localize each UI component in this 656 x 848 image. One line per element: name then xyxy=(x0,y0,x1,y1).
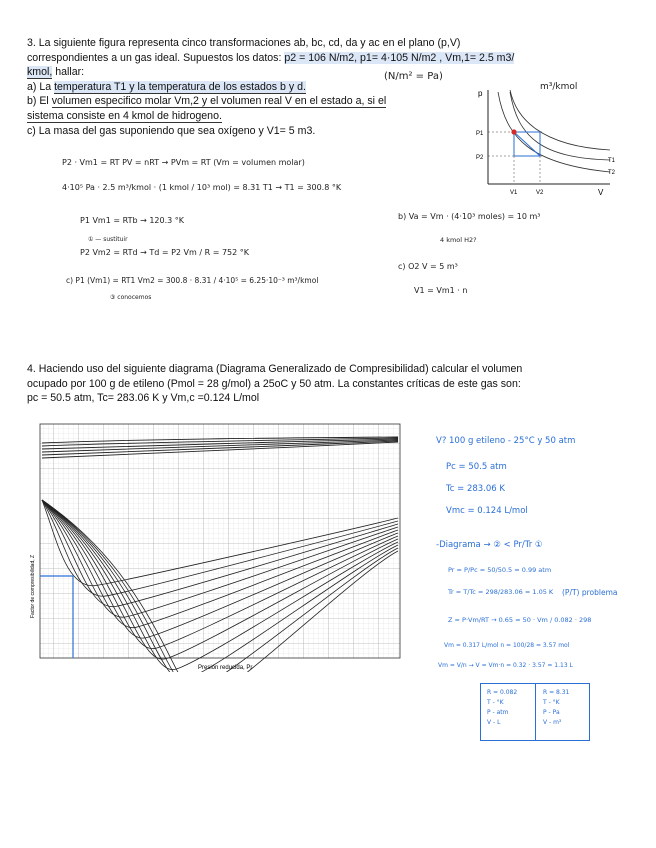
note3-right-3: c) O2 V = 5 m³ xyxy=(398,262,458,271)
note3-line-3: P1 Vm1 = RTb → 120.3 °K xyxy=(80,216,185,225)
units-left-p: P - atm xyxy=(487,709,509,716)
t1-label: T1 xyxy=(608,158,616,164)
problem-3-item-c: c) La masa del gas suponiendo que sea oxígeno y V1= 5 m3. xyxy=(27,124,316,137)
compressibility-chart xyxy=(28,418,408,672)
note4-4: Vmc = 0.124 L/mol xyxy=(446,506,528,516)
note4-5: -Diagrama → ② < Pr/Tr ① xyxy=(436,540,543,550)
problem-4-line-2: ocupado por 100 g de etileno (Pmol = 28 g/mol) a 25oC y 50 atm. La constantes críticas de este gas son: xyxy=(27,377,521,390)
isotherm-t1 xyxy=(510,92,610,160)
problem-3-data-highlight: p2 = 106 N/m2, p1= 4·105 N/m2 , Vm,1= 2.5 m3/ xyxy=(284,51,515,64)
units-right-r: R = 8.31 xyxy=(543,689,570,696)
units-col-right xyxy=(543,688,569,728)
item-b-text: volumen especifico molar Vm,2 y el volumen real V en el estado a, si el xyxy=(51,95,387,108)
p-axis-label: p xyxy=(478,89,483,98)
note4-8: (P/T) problema xyxy=(562,588,618,597)
isotherm-upper xyxy=(510,90,610,150)
units-left-r: R = 0.082 xyxy=(487,689,518,696)
note3-line-5b: ③ conocemos xyxy=(110,294,152,301)
note3-right-2: 4 kmol H2? xyxy=(440,236,477,244)
v-axis-label: V xyxy=(598,188,604,197)
units-col-left xyxy=(487,688,517,728)
units-table xyxy=(480,683,590,741)
p1-label: P1 xyxy=(476,131,484,137)
note3-right-4: V1 = Vm1 · n xyxy=(414,286,468,295)
item-b-prefix: b) El xyxy=(27,95,52,108)
note4-2: Pc = 50.5 atm xyxy=(446,462,507,472)
units-left-v: V - L xyxy=(487,719,501,726)
note3-right-1: b) Va = Vm · (4·10³ moles) = 10 m³ xyxy=(398,212,541,221)
problem-3-hallar: hallar: xyxy=(52,66,85,79)
p2-label: P2 xyxy=(476,155,484,161)
note3-line-4a: ① — sustituir xyxy=(88,236,128,243)
unit-note: (N/m² = Pa) xyxy=(384,71,443,82)
note4-9: Z = P·Vm/RT → 0.65 = 50 · Vm / 0.082 · 298 xyxy=(448,616,592,624)
note4-3: Tc = 283.06 K xyxy=(446,484,505,494)
units-right-p: P - Pa xyxy=(543,709,560,716)
note3-line-5: c) P1 (Vm1) = RT1 Vm2 = 300.8 · 8.31 / 4·10⁵ = 6.25·10⁻³ m³/kmol xyxy=(66,276,319,285)
problem-4-line-1: 4. Haciendo uso del siguiente diagrama (Diagrama Generalizado de Compresibilidad) calcular el volumen xyxy=(27,363,523,375)
units-divider xyxy=(535,684,536,740)
note3-line-2: 4·10⁵ Pa · 2.5 m³/kmol · (1 kmol / 10³ mol) = 8.31 T1 → T1 = 300.8 °K xyxy=(62,183,342,192)
problem-4-text xyxy=(27,362,639,406)
note4-10: Vm = 0.317 L/mol n = 100/28 = 3.57 mol xyxy=(444,642,570,649)
pv-units-note: m³/kmol xyxy=(540,82,578,92)
v2-label: V2 xyxy=(536,190,544,196)
units-right-t: T - °K xyxy=(543,699,560,706)
note4-1: V? 100 g etileno - 25°C y 50 atm xyxy=(436,436,576,446)
item-b-text-2: sistema consiste en 4 kmol de hidrogeno. xyxy=(27,109,222,122)
note4-6: Pr = P/Pc = 50/50.5 = 0.99 atm xyxy=(448,566,552,574)
problem-3-line-2 xyxy=(27,51,627,66)
units-right-v: V - m³ xyxy=(543,719,562,726)
pv-diagram xyxy=(470,78,620,200)
note4-7: Tr = T/Tc = 298/283.06 = 1.05 K xyxy=(448,588,554,596)
chart-grid xyxy=(40,424,400,658)
state-a-marker xyxy=(511,129,516,134)
note3-line-4b: P2 Vm2 = RTd → Td = P2 Vm / R = 752 °K xyxy=(80,248,249,257)
item-a-prefix: a) La xyxy=(27,80,55,93)
t2-label: T2 xyxy=(608,170,616,176)
item-a-text: temperatura T1 y la temperatura de los estados b y d. xyxy=(54,80,306,93)
problem-3-kmol: kmol, xyxy=(27,66,53,79)
process-ac xyxy=(514,132,540,156)
problem-3-line-2-text: correspondientes a un gas ideal. Supuestos los datos: xyxy=(27,51,285,64)
note4-11: Vm = V/n → V = Vm·n = 0.32 · 3.57 = 1.13 L xyxy=(438,662,573,669)
chart-y-label: Factor de compresibilidad, Z xyxy=(30,554,36,618)
v1-label: V1 xyxy=(510,190,518,196)
problem-3-line-1: 3. La siguiente figura representa cinco transformaciones ab, bc, cd, da y ac en el plano (p,V) xyxy=(27,37,461,49)
problem-4-line-3: pc = 50.5 atm, Tc= 283.06 K y Vm,c =0.124 L/mol xyxy=(27,392,260,405)
units-left-t: T - °K xyxy=(487,699,504,706)
note3-line-1: P2 · Vm1 = RT PV = nRT → PVm = RT (Vm = volumen molar) xyxy=(62,158,305,167)
chart-x-label: Presión reducida, Pr xyxy=(198,665,253,671)
